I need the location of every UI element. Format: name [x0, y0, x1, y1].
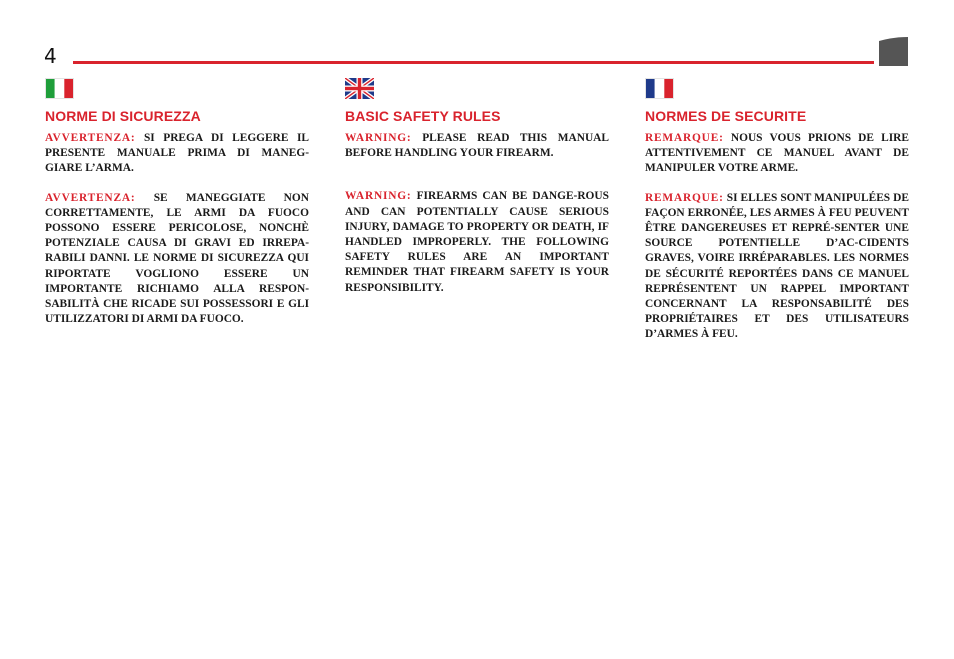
- warning-paragraph: [45, 191, 309, 328]
- warning-text: SI ELLES SONT MANIPULÉES DE FAÇON ERRONÉE, LES ARMES À FEU PEUVENT ÊTRE DANGEREUSES ET REPRÉ-SENTER UNE SOURCE POTENTIELLE D’AC-CIDENTS GRAVES, VOIRE IRRÉPARABLES. LES NORMES DE SÉCURITÉ REPORTÉES DANS CE MANUEL REPRÉSENTENT UN RAPPEL IMPORTANT CONCERNANT LA RESPONSABILITÉ DES PROPRIÉTAIRES ET DES UTILISATEURS D’ARMES À FEU.: [645, 191, 909, 341]
- section-title: NORMES DE SECURITE: [645, 108, 807, 124]
- warning-label: REMARQUE:: [645, 191, 724, 204]
- warning-label: AVVERTENZA:: [45, 191, 136, 204]
- column-english: [345, 78, 609, 296]
- warning-paragraph: [45, 131, 309, 177]
- page-number: 4: [44, 44, 57, 68]
- warning-label: AVVERTENZA:: [45, 132, 136, 144]
- warning-label: WARNING:: [345, 190, 412, 203]
- section-title: NORME DI SICUREZZA: [45, 108, 201, 124]
- warning-paragraph: [345, 131, 609, 161]
- warning-text: NOUS VOUS PRIONS DE LIRE ATTENTIVEMENT CE MANUEL AVANT DE MANIPULER VOTRE ARME.: [645, 132, 909, 175]
- header-rule: [73, 61, 874, 64]
- warning-paragraph: [345, 189, 609, 295]
- warning-paragraph: [645, 191, 909, 343]
- warning-text: SI PREGA DI LEGGERE IL PRESENTE MANUALE PRIMA DI MANEG-GIARE L’ARMA.: [45, 132, 309, 175]
- section-title: BASIC SAFETY RULES: [345, 108, 501, 124]
- warning-text: FIREARMS CAN BE DANGE-ROUS AND CAN POTENTIALLY CAUSE SERIOUS INJURY, DAMAGE TO PROPERTY OR DEATH, IF HANDLED IMPROPERLY. THE FOLLOWING SAFETY RULES ARE AN IMPORTANT REMINDER THAT FIREARM SAFETY IS YOUR RESPONSIBILITY.: [345, 190, 609, 294]
- italy-flag-icon: [45, 78, 74, 99]
- france-flag-icon: [645, 78, 674, 99]
- warning-text: SE MANEGGIATE NON CORRETTAMENTE, LE ARMI DA FUOCO POSSONO ESSERE PERICOLOSE, NONCHÈ POTENZIALE CAUSA DI GRAVI ED IRREPA-RABILI DANNI. LE NORME DI SICUREZZA QUI RIPORTATE VOGLIONO ESSERE UN IMPORTANTE RICHIAMO ALLA RESPON-SABILITÀ CHE RICADE SUI POSSESSORI E GLI UTILIZZATORI DI ARMI DA FUOCO.: [45, 191, 309, 326]
- warning-paragraph: [645, 131, 909, 177]
- column-french: [645, 78, 909, 343]
- corner-tab-icon: [879, 37, 908, 66]
- warning-text: PLEASE READ THIS MANUAL BEFORE HANDLING YOUR FIREARM.: [345, 132, 609, 160]
- warning-label: WARNING:: [345, 132, 412, 144]
- uk-flag-icon: [345, 78, 374, 99]
- column-italian: [45, 78, 309, 327]
- warning-label: REMARQUE:: [645, 132, 724, 144]
